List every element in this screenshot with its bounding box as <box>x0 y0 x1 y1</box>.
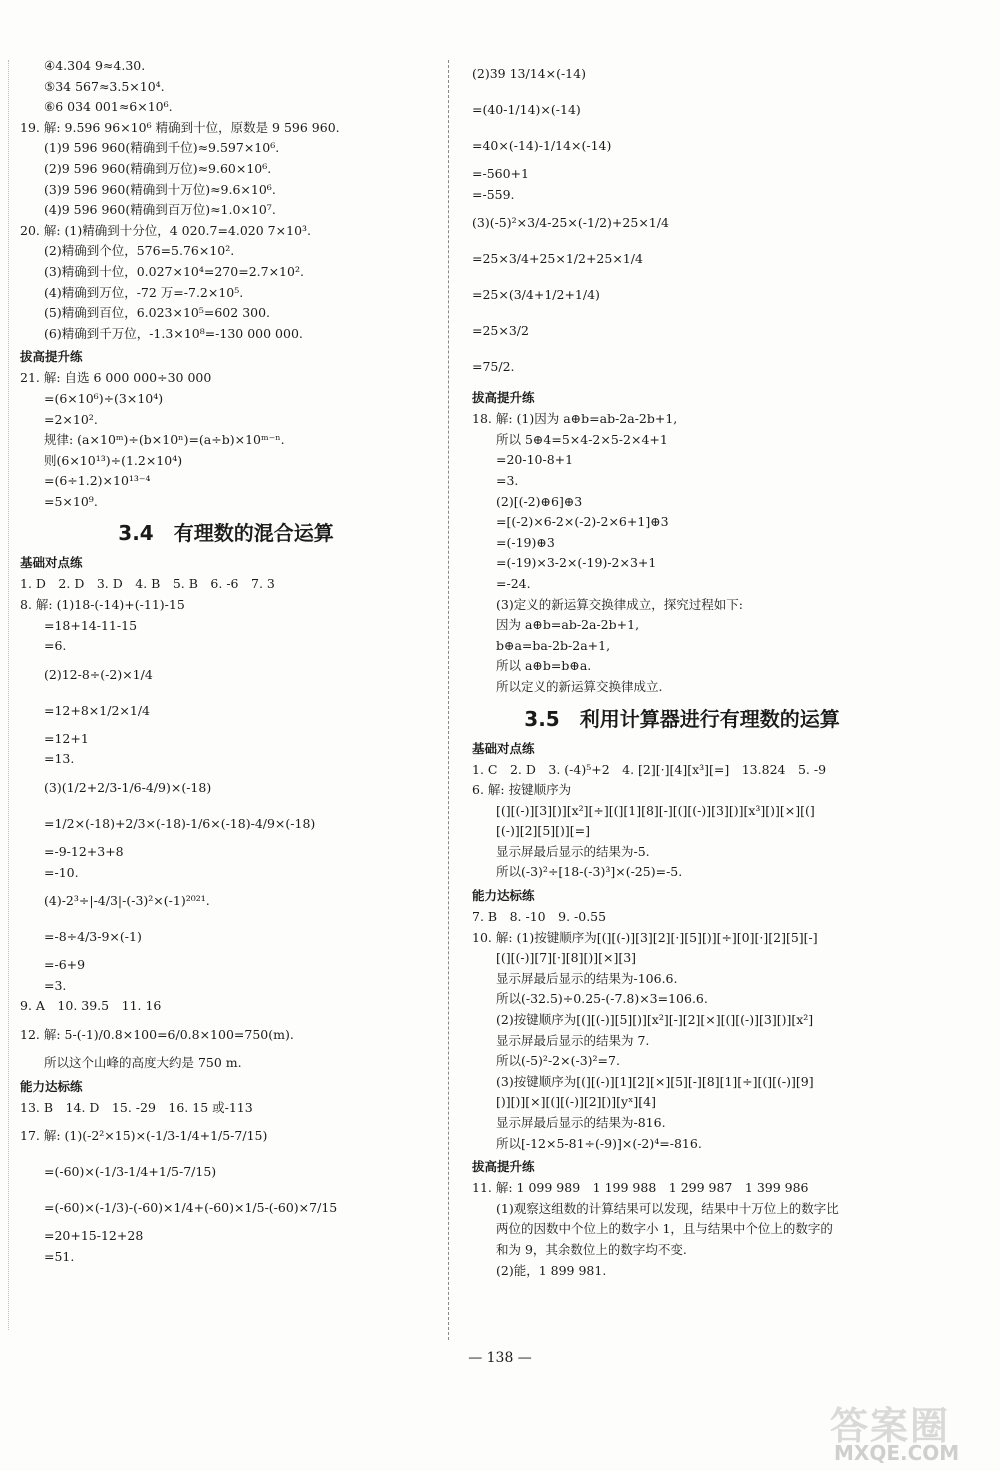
answer-line: b⊕a=ba-2b-2a+1, <box>496 637 611 653</box>
answer-line: ⑥6 034 001≈6×10⁶. <box>44 99 173 115</box>
answer-line: (1)9 596 960(精确到千位)≈9.597×10⁶. <box>44 140 280 156</box>
answer-line: ④4.304 9≈4.30. <box>44 58 146 73</box>
answer-line: 13. B 14. D 15. -29 16. 15 或-113 <box>20 1099 253 1115</box>
answer-line: =[(-2)×6-2×(-2)-2×6+1]⊕3 <box>496 514 669 530</box>
answer-line: (3)(1/2+2/3-1/6-4/9)×(-18) <box>44 780 212 796</box>
answer-line: =25×3/2 <box>472 323 529 339</box>
answer-line: 所以这个山峰的高度大约是 750 m. <box>44 1055 242 1070</box>
answer-line: ⑤34 567≈3.5×10⁴. <box>44 78 165 94</box>
answer-line: =18+14-11-15 <box>44 617 138 633</box>
answer-line: 显示屏最后显示的结果为-5. <box>496 843 650 859</box>
answer-line: 7. B 8. -10 9. -0.55 <box>472 909 607 925</box>
answer-line: 所以 a⊕b=b⊕a. <box>496 658 592 674</box>
answer-line: (4)-2³÷|-4/3|-(-3)²×(-1)²⁰²¹. <box>44 893 210 909</box>
answer-line: =(-60)×(-1/3-1/4+1/5-7/15) <box>44 1164 217 1180</box>
subsection-label: 拔高提升练 <box>20 349 83 365</box>
answer-line: [)][)][×][(][(-)][2][)][yˣ][4] <box>496 1094 657 1110</box>
answer-line: 6. 解: 按键顺序为 <box>472 782 572 798</box>
answer-line: =-24. <box>496 575 531 591</box>
answer-line: =5×10⁹. <box>44 493 98 509</box>
answer-line: (1)观察这组数的计算结果可以发现，结果中十万位上的数字比 <box>496 1200 839 1216</box>
subsection-label: 能力达标练 <box>20 1078 83 1094</box>
subsection-label: 拔高提升练 <box>472 390 535 406</box>
answer-line: 显示屏最后显示的结果为 7. <box>496 1032 650 1048</box>
answer-line: 10. 解: (1)按键顺序为[(][(-)][3][2][·][5][)][÷][0][·][2][5][-] <box>472 929 818 945</box>
answer-line: =40×(-14)-1/14×(-14) <box>472 138 612 153</box>
right-column <box>472 56 892 1281</box>
margin-mark <box>8 60 9 1330</box>
answer-line: =-560+1 <box>472 166 529 181</box>
answer-line: 1. C 2. D 3. (-4)⁵+2 4. [2][·][4][x³][=] 13.824 5. -9 <box>472 761 827 777</box>
answer-line: (2)精确到个位，576=5.76×10². <box>44 243 235 259</box>
answer-line: (4)精确到万位，-72 万=-7.2×10⁵. <box>44 284 244 300</box>
subsection-label: 基础对点练 <box>472 740 535 756</box>
watermark <box>830 1395 990 1465</box>
answer-line: 20. 解: (1)精确到十分位，4 020.7=4.020 7×10³. <box>20 222 312 238</box>
answer-line: 所以定义的新运算交换律成立. <box>496 678 663 694</box>
answer-line: [(][(-)][7][·][8][)][×][3] <box>496 950 637 966</box>
answer-line: 规律: (a×10ᵐ)÷(b×10ⁿ)=(a÷b)×10ᵐ⁻ⁿ. <box>44 432 285 448</box>
answer-line: 12. 解: 5-(-1)/0.8×100=6/0.8×100=750(m). <box>20 1027 294 1042</box>
answer-line: =3. <box>496 472 519 488</box>
left-column <box>20 56 432 1267</box>
answer-line: =(-19)⊕3 <box>496 534 555 550</box>
watermark-url: MXQE.COM <box>834 1441 960 1465</box>
answer-line: =12+8×1/2×1/4 <box>44 702 150 718</box>
answer-line: (3)定义的新运算交换律成立，探究过程如下: <box>496 596 743 612</box>
answer-line: (3)9 596 960(精确到十万位)≈9.6×10⁶. <box>44 181 276 197</box>
answer-line: =75/2. <box>472 359 515 375</box>
answer-line: (4)9 596 960(精确到百万位)≈1.0×10⁷. <box>44 202 276 218</box>
answer-line: (6)精确到千万位，-1.3×10⁸=-130 000 000. <box>44 325 303 341</box>
answer-line: (2)12-8÷(-2)×1/4 <box>44 666 153 682</box>
answer-line: =2×10². <box>44 411 98 427</box>
answer-line: =25×3/4+25×1/2+25×1/4 <box>472 251 643 267</box>
answer-line: =20+15-12+28 <box>44 1228 144 1244</box>
answer-line: =1/2×(-18)+2/3×(-18)-1/6×(-18)-4/9×(-18) <box>44 816 316 832</box>
answer-line: 则(6×10¹³)÷(1.2×10⁴) <box>44 452 183 468</box>
answer-line: (2)能，1 899 981. <box>496 1262 607 1278</box>
answer-line: =13. <box>44 751 75 767</box>
section-heading: 3.4 有理数的混合运算 <box>118 521 334 546</box>
answer-line: =(6×10⁶)÷(3×10⁴) <box>44 390 164 406</box>
answer-line: 所以 5⊕4=5×4-2×5-2×4+1 <box>496 431 668 447</box>
answer-line: =51. <box>44 1248 75 1264</box>
answer-line: 21. 解: 自选 6 000 000÷30 000 <box>20 370 212 386</box>
answer-line: (3)(-5)²×3/4-25×(-1/2)+25×1/4 <box>472 215 669 231</box>
answer-line: =12+1 <box>44 730 89 746</box>
subsection-label: 基础对点练 <box>20 555 83 571</box>
answer-line: 因为 a⊕b=ab-2a-2b+1, <box>496 617 640 633</box>
watermark-logo: 答案圈 <box>830 1404 951 1448</box>
answer-line: =(6÷1.2)×10¹³⁻⁴ <box>44 473 151 489</box>
answer-line: =-559. <box>472 186 515 202</box>
answer-line: [(-)][2][5][)][=] <box>496 823 591 839</box>
answer-line: 所以(-3)²÷[18-(-3)³]×(-25)=-5. <box>496 864 683 880</box>
answer-line: 显示屏最后显示的结果为-106.6. <box>496 970 678 986</box>
answer-line: 1. D 2. D 3. D 4. B 5. B 6. -6 7. 3 <box>20 576 275 592</box>
answer-line: =-9-12+3+8 <box>44 844 124 860</box>
answer-line: 9. A 10. 39.5 11. 16 <box>20 998 162 1014</box>
answer-line: (2)9 596 960(精确到万位)≈9.60×10⁶. <box>44 160 272 176</box>
answer-line: =(-60)×(-1/3)-(-60)×1/4+(-60)×1/5-(-60)×7/15 <box>44 1200 338 1216</box>
answer-line: (2)39 13/14×(-14) <box>472 66 586 81</box>
answer-line: (3)按键顺序为[(][(-)][1][2][×][5][-][8][1][÷][(][(-)][9] <box>496 1073 814 1089</box>
answer-line: =-8÷4/3-9×(-1) <box>44 929 142 945</box>
answer-line: 8. 解: (1)18-(-14)+(-11)-15 <box>20 597 185 613</box>
answer-line: (3)精确到十位，0.027×10⁴=270=2.7×10². <box>44 263 304 279</box>
answer-line: (5)精确到百位，6.023×10⁵=602 300. <box>44 305 271 321</box>
answer-line: 17. 解: (1)(-2²×15)×(-1/3-1/4+1/5-7/15) <box>20 1128 268 1144</box>
answer-line: 所以(-5)²-2×(-3)²=7. <box>496 1053 620 1069</box>
answer-line: 和为 9，其余数位上的数字均不变. <box>496 1241 687 1257</box>
subsection-label: 拔高提升练 <box>472 1159 535 1175</box>
answer-line: 两位的因数中个位上的数字小 1，且与结果中个位上的数字的 <box>496 1221 833 1237</box>
answer-line: =25×(3/4+1/2+1/4) <box>472 287 600 303</box>
answer-line: =(40-1/14)×(-14) <box>472 102 581 117</box>
section-heading: 3.5 利用计算器进行有理数的运算 <box>524 706 840 731</box>
answer-line: (2)[(-2)⊕6]⊕3 <box>496 493 583 509</box>
answer-line: =(-19)×3-2×(-19)-2×3+1 <box>496 555 657 571</box>
answer-line: =6. <box>44 638 67 654</box>
answer-line: =3. <box>44 977 67 993</box>
answer-line: 11. 解: 1 099 989 1 199 988 1 299 987 1 399 986 <box>472 1180 809 1196</box>
answer-line: =-10. <box>44 864 79 880</box>
answer-line: (2)按键顺序为[(][(-)][5][)][x²][-][2][×][(][(-)][3][)][x²] <box>496 1012 814 1028</box>
answer-line: =20-10-8+1 <box>496 452 574 468</box>
answer-line: 所以[-12×5-81÷(-9)]×(-2)⁴=-816. <box>496 1135 702 1151</box>
answer-line: 显示屏最后显示的结果为-816. <box>496 1115 666 1130</box>
answer-line: 19. 解: 9.596 96×10⁶ 精确到十位，原数是 9 596 960. <box>20 119 340 135</box>
answer-line: =-6+9 <box>44 957 86 973</box>
answer-line: [(][(-)][3][)][x²][÷][(][1][8][-][(][(-)][3][)][x³][)][×][(] <box>496 802 815 818</box>
column-divider <box>448 60 449 1340</box>
subsection-label: 能力达标练 <box>472 888 535 904</box>
answer-line: 所以(-32.5)÷0.25-(-7.8)×3=106.6. <box>496 991 708 1007</box>
answer-line: 18. 解: (1)因为 a⊕b=ab-2a-2b+1, <box>472 411 678 427</box>
page-number: — 138 — <box>468 1350 532 1366</box>
